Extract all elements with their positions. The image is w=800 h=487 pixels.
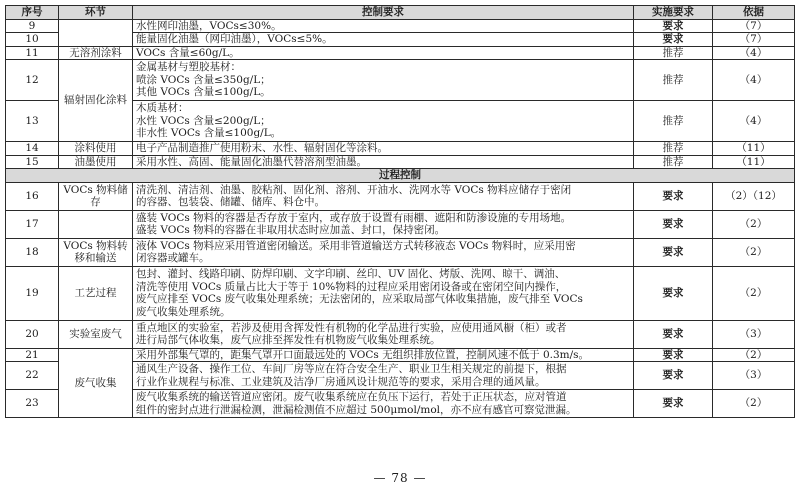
- row-implementation: 要求: [634, 320, 713, 348]
- header-implementation: 实施要求: [634, 6, 713, 20]
- row-implementation: 要求: [634, 182, 713, 210]
- row-requirement: 木质基材： 水性 VOCs 含量≤200g/L； 非水性 VOCs 含量≤100g/L。: [133, 101, 634, 142]
- table-row: [6, 155, 795, 169]
- row-stage: 工艺过程: [59, 266, 133, 320]
- row-basis: （2）: [713, 390, 795, 418]
- row-requirement: 电子产品制造推广使用粉末、水性、辐射固化等涂料。: [133, 142, 634, 156]
- table-row: [6, 19, 795, 33]
- row-implementation: 推荐: [634, 46, 713, 60]
- row-number: 13: [6, 101, 59, 142]
- row-basis: （3）: [713, 320, 795, 348]
- row-basis: （2）: [713, 266, 795, 320]
- row-stage: VOCs 物料转移和输送: [59, 238, 133, 266]
- row-number: 17: [6, 210, 59, 238]
- row-implementation: 要求: [634, 348, 713, 362]
- row-requirement: 水性网印油墨，VOCs≤30%。: [133, 19, 634, 33]
- section-title: 过程控制: [6, 169, 795, 183]
- row-requirement: 清洗剂、清洁剂、油墨、胶粘剂、固化剂、溶剂、开油水、洗网水等 VOCs 物料应储存于密闭 的容器、包装袋、储罐、储库、料仓中。: [133, 182, 634, 210]
- row-number: 9: [6, 19, 59, 33]
- table-row: [6, 320, 795, 348]
- row-number: 20: [6, 320, 59, 348]
- row-basis: （3）: [713, 362, 795, 390]
- table-row: [6, 238, 795, 266]
- row-number: 14: [6, 142, 59, 156]
- row-number: 16: [6, 182, 59, 210]
- row-basis: （2）: [713, 348, 795, 362]
- row-stage: 无溶剂涂料: [59, 46, 133, 60]
- table-row: [6, 142, 795, 156]
- row-number: 22: [6, 362, 59, 390]
- row-implementation: 推荐: [634, 142, 713, 156]
- row-number: 23: [6, 390, 59, 418]
- table-row: [6, 348, 795, 362]
- row-stage: 油墨使用: [59, 155, 133, 169]
- row-implementation: 推荐: [634, 155, 713, 169]
- header-serial: 序号: [6, 6, 59, 20]
- row-implementation: 推荐: [634, 60, 713, 101]
- row-implementation: 推荐: [634, 101, 713, 142]
- table-row: [6, 182, 795, 210]
- row-basis: （7）: [713, 19, 795, 33]
- row-number: 11: [6, 46, 59, 60]
- row-requirement: 重点地区的实验室，若涉及使用含挥发性有机物的化学品进行实验，应使用通风橱（柜）或者 进行局部气体收集，废气应排至挥发性有机物废气收集处理系统。: [133, 320, 634, 348]
- row-requirement: 盛装 VOCs 物料的容器是否存放于室内，或存放于设置有雨棚、遮阳和防渗设施的专用场地。 盛装 VOCs 物料的容器在非取用状态时应加盖、封口，保持密闭。: [133, 210, 634, 238]
- row-basis: （2）: [713, 210, 795, 238]
- header-basis: 依据: [713, 6, 795, 20]
- row-number: 19: [6, 266, 59, 320]
- header-control-requirement: 控制要求: [133, 6, 634, 20]
- header-row: [6, 6, 795, 20]
- row-number: 15: [6, 155, 59, 169]
- row-implementation: 要求: [634, 238, 713, 266]
- row-requirement: 采用水性、高固、能量固化油墨代替溶剂型油墨。: [133, 155, 634, 169]
- row-stage-empty: [59, 210, 133, 238]
- header-stage: 环节: [59, 6, 133, 20]
- row-requirement: 液体 VOCs 物料应采用管道密闭输送。采用非管道输送方式转移液态 VOCs 物料时，应采用密 闭容器或罐车。: [133, 238, 634, 266]
- row-requirement: 废气收集系统的输送管道应密闭。废气收集系统应在负压下运行，若处于正压状态，应对管道 组件的密封点进行泄漏检测，泄漏检测值不应超过 500μmol/mol，亦不应有感官可察觉泄漏。: [133, 390, 634, 418]
- row-number: 10: [6, 33, 59, 47]
- row-basis: （4）: [713, 101, 795, 142]
- row-stage: 废气收集: [59, 348, 133, 418]
- row-number: 12: [6, 60, 59, 101]
- row-basis: （4）: [713, 46, 795, 60]
- row-requirement: 通风生产设备、操作工位、车间厂房等应在符合安全生产、职业卫生相关规定的前提下，根据 行业作业规程与标准、工业建筑及洁净厂房通风设计规范等的要求，采用合理的通风量。: [133, 362, 634, 390]
- row-basis: （2）: [713, 238, 795, 266]
- row-implementation: 要求: [634, 210, 713, 238]
- row-implementation: 要求: [634, 266, 713, 320]
- row-implementation: 要求: [634, 33, 713, 47]
- row-basis: （7）: [713, 33, 795, 47]
- row-requirement: 能量固化油墨（网印油墨），VOCs≤5%。: [133, 33, 634, 47]
- table-row: [6, 210, 795, 238]
- row-stage: 涂料使用: [59, 142, 133, 156]
- row-implementation: 要求: [634, 19, 713, 33]
- row-requirement: 包封、灌封、线路印刷、防焊印刷、文字印刷、丝印、UV 固化、烤版、洗网、晾干、调油、 清洗等使用 VOCs 质量占比大于等于 10%物料的过程应采用密闭设备或在密闭空间内操作， 废气应排至 VOCs 废气收集处理系统；无法密闭的，应采取局部气体收集措施，废气排至 VOCs 废气收集处理系统。: [133, 266, 634, 320]
- row-stage: VOCs 物料储存: [59, 182, 133, 210]
- row-requirement: VOCs 含量≤60g/L。: [133, 46, 634, 60]
- row-implementation: 要求: [634, 362, 713, 390]
- row-requirement: 采用外部集气罩的，距集气罩开口面最远处的 VOCs 无组织排放位置，控制风速不低于 0.3m/s。: [133, 348, 634, 362]
- standards-table: [5, 5, 795, 418]
- row-requirement: 金属基材与塑胶基材： 喷涂 VOCs 含量≤350g/L； 其他 VOCs 含量≤100g/L。: [133, 60, 634, 101]
- page-number: — 78 —: [373, 471, 427, 485]
- row-basis: （11）: [713, 155, 795, 169]
- row-number: 18: [6, 238, 59, 266]
- section-header-row: [6, 169, 795, 183]
- row-stage-empty: [59, 19, 133, 46]
- table-row: [6, 266, 795, 320]
- row-basis: （2）（12）: [713, 182, 795, 210]
- row-implementation: 要求: [634, 390, 713, 418]
- row-basis: （11）: [713, 142, 795, 156]
- table-row: [6, 46, 795, 60]
- row-number: 21: [6, 348, 59, 362]
- row-stage: 实验室废气: [59, 320, 133, 348]
- table-row: [6, 60, 795, 101]
- row-basis: （4）: [713, 60, 795, 101]
- row-stage: 辐射固化涂料: [59, 60, 133, 142]
